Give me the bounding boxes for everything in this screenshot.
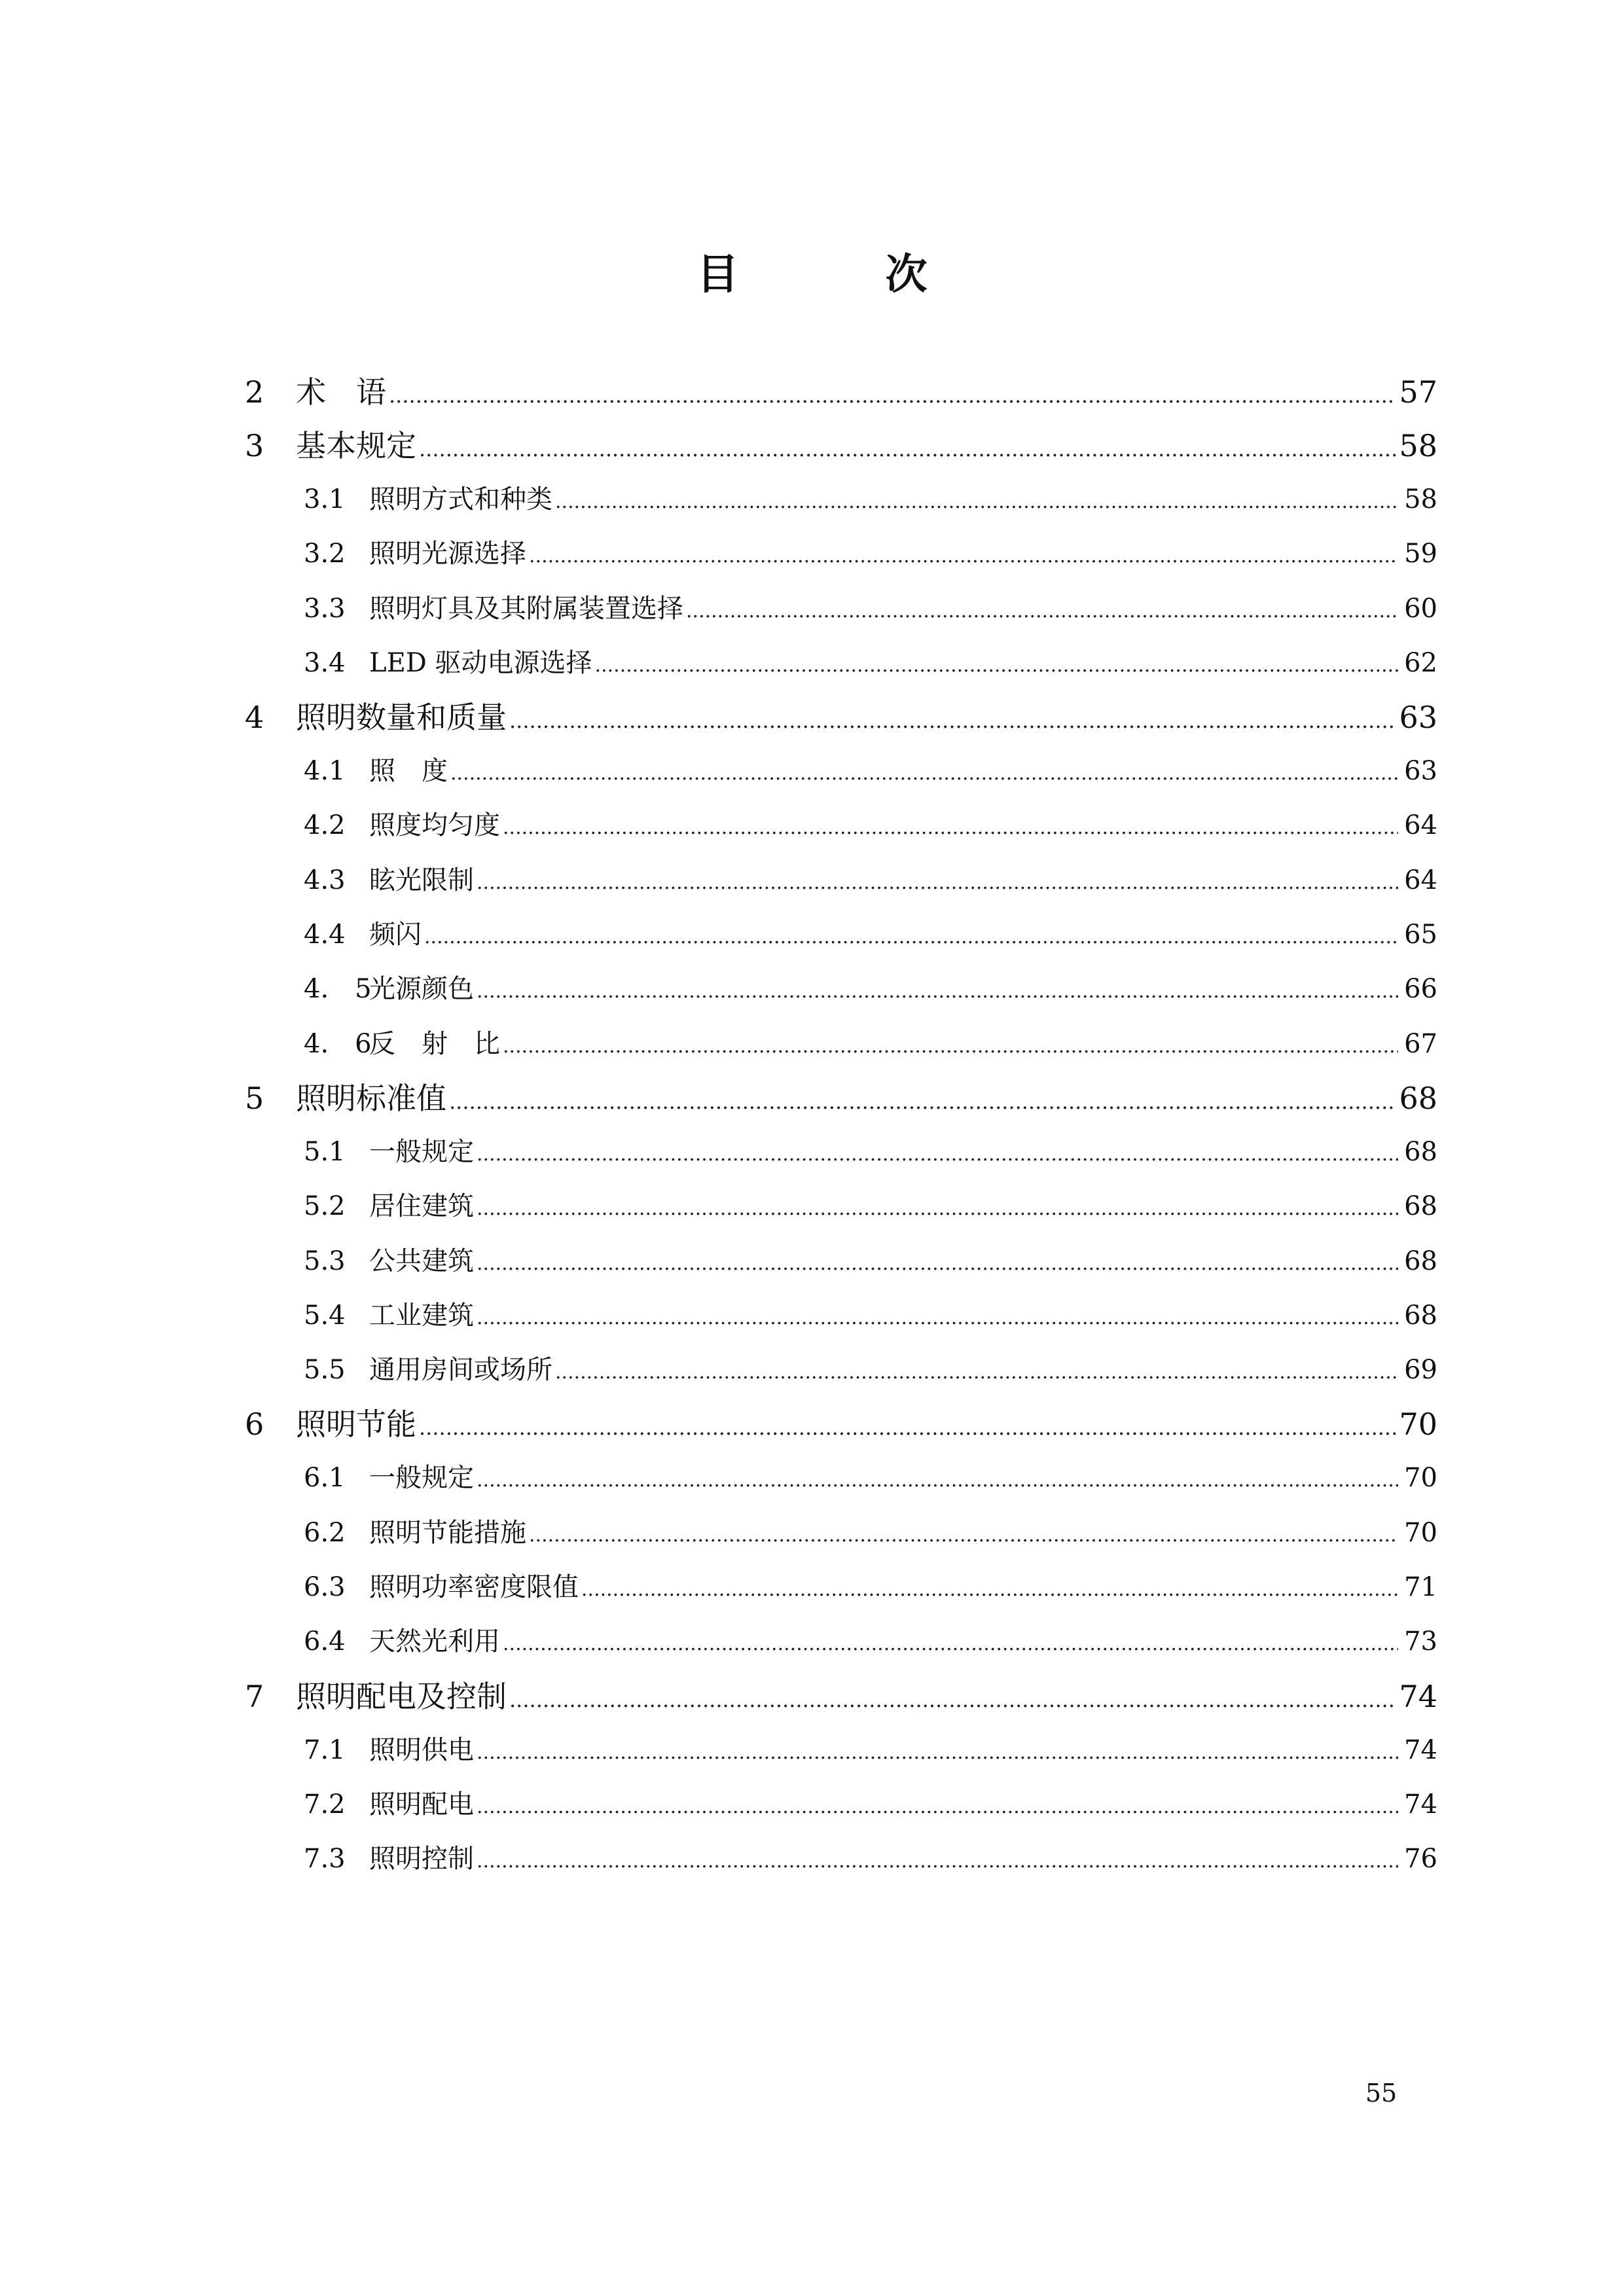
toc-dot-leader bbox=[477, 964, 1398, 1016]
toc-entry-number: 6.4 bbox=[304, 1626, 346, 1657]
toc-entry-page: 68 bbox=[1404, 1136, 1437, 1167]
toc-section-entry[interactable] bbox=[245, 473, 1437, 527]
toc-section-entry[interactable] bbox=[245, 1560, 1437, 1615]
toc-section-entry[interactable] bbox=[245, 1343, 1437, 1397]
table-of-contents bbox=[245, 365, 1437, 1887]
toc-entry-label: 居住建筑 bbox=[369, 1191, 474, 1222]
toc-entry-label: 照明标准值 bbox=[296, 1080, 446, 1116]
toc-entry-number: 5.3 bbox=[304, 1246, 346, 1276]
toc-dot-leader bbox=[686, 584, 1398, 636]
toc-dot-leader bbox=[477, 1780, 1398, 1832]
toc-dot-leader bbox=[509, 1673, 1396, 1723]
toc-entry-number: 7 bbox=[245, 1678, 264, 1714]
toc-entry-number: 5.5 bbox=[304, 1355, 346, 1386]
toc-entry-number: 3.3 bbox=[304, 593, 346, 624]
toc-entry-page: 67 bbox=[1404, 1028, 1437, 1059]
toc-entry-label: 一般规定 bbox=[369, 1136, 474, 1167]
toc-dot-leader bbox=[555, 475, 1398, 527]
toc-dot-leader bbox=[581, 1562, 1398, 1615]
toc-section-entry[interactable] bbox=[245, 744, 1437, 798]
toc-dot-leader bbox=[477, 1291, 1398, 1343]
toc-section-entry[interactable] bbox=[245, 962, 1437, 1016]
toc-dot-leader bbox=[477, 1725, 1398, 1778]
toc-dot-leader bbox=[477, 1181, 1398, 1234]
toc-chapter-entry[interactable] bbox=[245, 1397, 1437, 1451]
toc-dot-leader bbox=[477, 1236, 1398, 1289]
toc-entry-number: 6 bbox=[245, 1407, 264, 1443]
toc-entry-label: 照明灯具及其附属装置选择 bbox=[369, 593, 683, 624]
toc-section-entry[interactable] bbox=[245, 1615, 1437, 1669]
toc-entry-number: 5.1 bbox=[304, 1136, 346, 1167]
toc-entry-page: 64 bbox=[1404, 810, 1437, 841]
toc-section-entry[interactable] bbox=[245, 853, 1437, 908]
toc-dot-leader bbox=[477, 1453, 1398, 1505]
toc-section-entry[interactable] bbox=[245, 1506, 1437, 1560]
toc-entry-label: 工业建筑 bbox=[369, 1300, 474, 1331]
toc-entry-number: 4.1 bbox=[304, 756, 346, 787]
toc-entry-page: 57 bbox=[1399, 374, 1437, 410]
toc-entry-label: 照度均匀度 bbox=[369, 810, 500, 841]
toc-entry-page: 70 bbox=[1399, 1407, 1437, 1443]
toc-entry-number: 3.2 bbox=[304, 539, 346, 569]
toc-entry-label: 眩光限制 bbox=[369, 865, 474, 895]
toc-dot-leader bbox=[419, 422, 1396, 473]
toc-dot-leader bbox=[555, 1345, 1398, 1397]
toc-entry-page: 66 bbox=[1404, 974, 1437, 1005]
toc-chapter-entry[interactable] bbox=[245, 691, 1437, 744]
toc-section-entry[interactable] bbox=[245, 527, 1437, 581]
toc-entry-page: 58 bbox=[1404, 484, 1437, 514]
toc-entry-page: 63 bbox=[1399, 700, 1437, 736]
toc-entry-page: 68 bbox=[1404, 1191, 1437, 1222]
toc-entry-page: 70 bbox=[1404, 1463, 1437, 1494]
toc-entry-page: 60 bbox=[1404, 593, 1437, 624]
toc-chapter-entry[interactable] bbox=[245, 365, 1437, 419]
toc-entry-page: 74 bbox=[1399, 1678, 1437, 1714]
toc-dot-leader bbox=[477, 1127, 1398, 1179]
toc-entry-page: 73 bbox=[1404, 1626, 1437, 1657]
toc-entry-label: 一般规定 bbox=[369, 1463, 474, 1494]
toc-entry-page: 74 bbox=[1404, 1789, 1437, 1820]
toc-dot-leader bbox=[529, 1508, 1398, 1560]
toc-section-entry[interactable] bbox=[245, 1832, 1437, 1886]
toc-dot-leader bbox=[503, 800, 1398, 853]
toc-entry-page: 69 bbox=[1404, 1355, 1437, 1386]
toc-entry-number: 4. 6 bbox=[304, 1028, 372, 1059]
toc-entry-number: 2 bbox=[245, 374, 264, 410]
toc-entry-page: 71 bbox=[1404, 1572, 1437, 1603]
toc-entry-label: 照明控制 bbox=[369, 1844, 474, 1874]
toc-dot-leader bbox=[450, 746, 1398, 798]
toc-entry-label: LED 驱动电源选择 bbox=[369, 647, 592, 678]
toc-dot-leader bbox=[477, 1834, 1398, 1886]
toc-entry-page: 68 bbox=[1404, 1300, 1437, 1331]
toc-entry-number: 5.4 bbox=[304, 1300, 346, 1331]
toc-entry-number: 6.2 bbox=[304, 1517, 346, 1548]
toc-dot-leader bbox=[389, 368, 1396, 419]
toc-section-entry[interactable] bbox=[245, 1289, 1437, 1343]
toc-entry-label: 照 度 bbox=[369, 756, 448, 787]
toc-dot-leader bbox=[595, 638, 1398, 691]
toc-entry-label: 照明光源选择 bbox=[369, 539, 526, 569]
toc-entry-number: 4.4 bbox=[304, 920, 346, 950]
toc-entry-label: 照明功率密度限值 bbox=[369, 1572, 579, 1603]
toc-entry-page: 68 bbox=[1399, 1080, 1437, 1116]
toc-section-entry[interactable] bbox=[245, 1778, 1437, 1832]
toc-section-entry[interactable] bbox=[245, 1723, 1437, 1778]
toc-entry-page: 59 bbox=[1404, 539, 1437, 569]
toc-entry-number: 3.4 bbox=[304, 647, 346, 678]
toc-entry-number: 7.1 bbox=[304, 1734, 346, 1765]
toc-section-entry[interactable] bbox=[245, 582, 1437, 636]
toc-entry-number: 5.2 bbox=[304, 1191, 346, 1222]
page-title: 目 次 bbox=[696, 250, 980, 299]
toc-entry-label: 术 语 bbox=[296, 374, 386, 410]
toc-section-entry[interactable] bbox=[245, 1017, 1437, 1071]
toc-entry-label: 基本规定 bbox=[296, 428, 416, 463]
toc-entry-number: 6.3 bbox=[304, 1572, 346, 1603]
toc-entry-label: 反 射 比 bbox=[369, 1028, 500, 1059]
toc-entry-number: 4. 5 bbox=[304, 974, 372, 1005]
toc-entry-page: 70 bbox=[1404, 1517, 1437, 1548]
toc-section-entry[interactable] bbox=[245, 1125, 1437, 1179]
toc-entry-label: 光源颜色 bbox=[369, 974, 474, 1005]
toc-entry-page: 64 bbox=[1404, 865, 1437, 895]
toc-entry-page: 65 bbox=[1404, 920, 1437, 950]
toc-entry-page: 68 bbox=[1404, 1246, 1437, 1276]
toc-section-entry[interactable] bbox=[245, 636, 1437, 691]
toc-entry-label: 通用房间或场所 bbox=[369, 1355, 552, 1386]
toc-entry-label: 照明配电及控制 bbox=[296, 1678, 507, 1714]
toc-section-entry[interactable] bbox=[245, 908, 1437, 962]
toc-entry-page: 74 bbox=[1404, 1734, 1437, 1765]
toc-entry-label: 公共建筑 bbox=[369, 1246, 474, 1276]
toc-dot-leader bbox=[424, 910, 1398, 962]
toc-entry-page: 76 bbox=[1404, 1844, 1437, 1874]
toc-entry-number: 3 bbox=[245, 428, 264, 463]
toc-entry-label: 天然光利用 bbox=[369, 1626, 500, 1657]
toc-entry-number: 3.1 bbox=[304, 484, 346, 514]
toc-entry-number: 7.2 bbox=[304, 1789, 346, 1820]
toc-section-entry[interactable] bbox=[245, 1179, 1437, 1234]
toc-entry-page: 58 bbox=[1399, 428, 1437, 463]
toc-entry-number: 5 bbox=[245, 1080, 264, 1116]
toc-dot-leader bbox=[449, 1075, 1396, 1125]
toc-entry-number: 4.3 bbox=[304, 865, 346, 895]
toc-dot-leader bbox=[419, 1401, 1396, 1451]
toc-chapter-entry[interactable] bbox=[245, 1670, 1437, 1723]
toc-section-entry[interactable] bbox=[245, 798, 1437, 853]
toc-dot-leader bbox=[503, 1617, 1398, 1669]
toc-entry-number: 6.1 bbox=[304, 1463, 346, 1494]
toc-dot-leader bbox=[503, 1019, 1398, 1071]
toc-chapter-entry[interactable] bbox=[245, 419, 1437, 473]
toc-entry-page: 63 bbox=[1404, 756, 1437, 787]
toc-entry-label: 照明方式和种类 bbox=[369, 484, 552, 514]
toc-chapter-entry[interactable] bbox=[245, 1071, 1437, 1125]
toc-dot-leader bbox=[477, 855, 1398, 908]
toc-entry-label: 照明节能 bbox=[296, 1407, 416, 1443]
toc-entry-number: 4.2 bbox=[304, 810, 346, 841]
toc-dot-leader bbox=[509, 694, 1396, 744]
toc-entry-label: 照明节能措施 bbox=[369, 1517, 526, 1548]
toc-entry-page: 62 bbox=[1404, 647, 1437, 678]
toc-entry-label: 照明供电 bbox=[369, 1734, 474, 1765]
toc-entry-number: 7.3 bbox=[304, 1844, 346, 1874]
toc-section-entry[interactable] bbox=[245, 1234, 1437, 1289]
toc-dot-leader bbox=[529, 529, 1398, 581]
page-number: 55 bbox=[1365, 2079, 1398, 2108]
toc-section-entry[interactable] bbox=[245, 1451, 1437, 1505]
toc-entry-label: 照明配电 bbox=[369, 1789, 474, 1820]
toc-entry-number: 4 bbox=[245, 700, 264, 736]
toc-entry-label: 频闪 bbox=[369, 920, 422, 950]
toc-entry-label: 照明数量和质量 bbox=[296, 700, 507, 736]
